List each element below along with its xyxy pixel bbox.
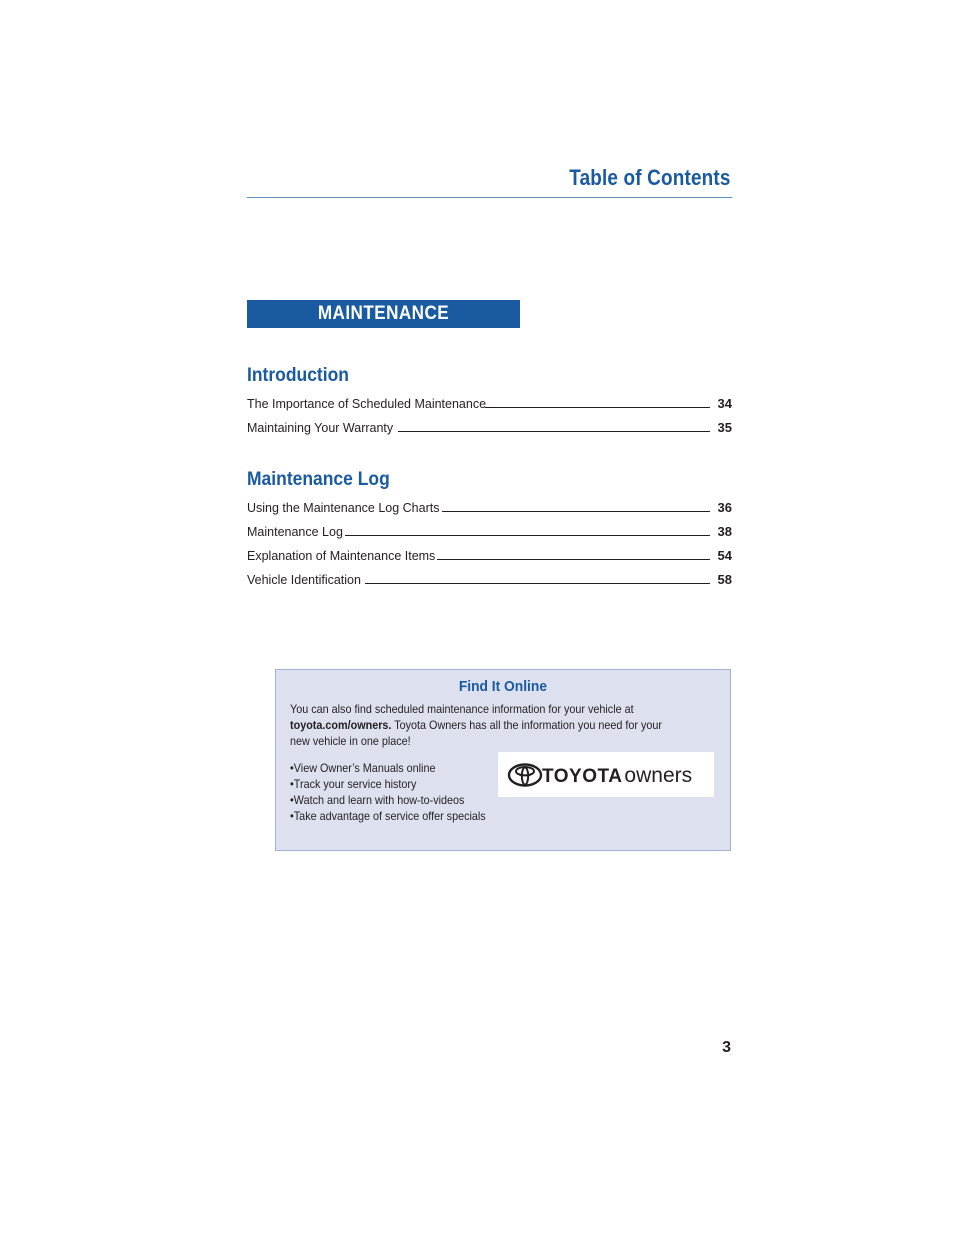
logo-brand: TOYOTA [542,766,623,787]
find-online-text-line2 [290,717,662,733]
page-number: 3 [722,1039,731,1056]
group-heading-maintenance-log: Maintenance Log [247,469,390,490]
toc-leader [442,510,710,512]
toc-entry-page: 34 [717,396,732,411]
toc-leader [345,534,710,536]
toyota-emblem-icon [507,763,543,787]
toc-entry[interactable] [247,395,732,411]
toc-entry[interactable] [247,571,732,587]
toc-entry-page: 54 [717,548,732,563]
find-it-online-panel [275,669,731,851]
toc-entry-label: Maintaining Your Warranty [247,421,394,435]
toc-entry-page: 58 [717,572,732,587]
toc-entry-label: Explanation of Maintenance Items [247,549,436,563]
owners-link[interactable]: toyota.com/owners. [290,718,392,732]
logo-suffix: owners [624,764,693,787]
toyota-owners-logo [498,752,714,797]
feature-list-item: •Track your service history [290,777,417,791]
find-online-text-line3: new vehicle in one place! [290,734,411,748]
toc-entry-page: 38 [717,524,732,539]
toc-entry-page: 35 [717,420,732,435]
toc-leader [365,582,710,584]
feature-list-item: •Watch and learn with how-to-videos [290,793,465,807]
logo-text [542,764,692,788]
toc-leader [485,406,710,408]
toc-entry-label: Using the Maintenance Log Charts [247,501,440,515]
toc-entry-label: Vehicle Identification [247,573,361,587]
toc-entry-label: The Importance of Scheduled Maintenance [247,397,487,411]
toc-leader [398,430,710,432]
toc-entry[interactable] [247,419,732,435]
title-divider [247,197,732,198]
feature-list-item: •Take advantage of service offer specials [290,809,486,823]
feature-list [290,760,507,824]
feature-list-item: •View Owner’s Manuals online [290,761,436,775]
page-title: Table of Contents [569,165,731,190]
find-online-text-line2-rest: Toyota Owners has all the information you need for your [391,718,662,732]
section-banner [247,300,520,352]
find-it-online-title-text: Find It Online [458,678,548,695]
toc-entry[interactable] [247,499,732,515]
find-online-text-line1: You can also find scheduled maintenance information for your vehicle at [290,702,634,716]
group-heading-introduction: Introduction [247,365,349,386]
toc-entry-label: Maintenance Log [247,525,343,539]
toc-entry[interactable] [247,523,732,539]
toc-entry-page: 36 [717,500,732,515]
toc-leader [437,558,710,560]
toc-entry[interactable] [247,547,732,563]
find-it-online-title [276,678,730,695]
section-banner-label: MAINTENANCE INFORMATION [317,303,450,352]
